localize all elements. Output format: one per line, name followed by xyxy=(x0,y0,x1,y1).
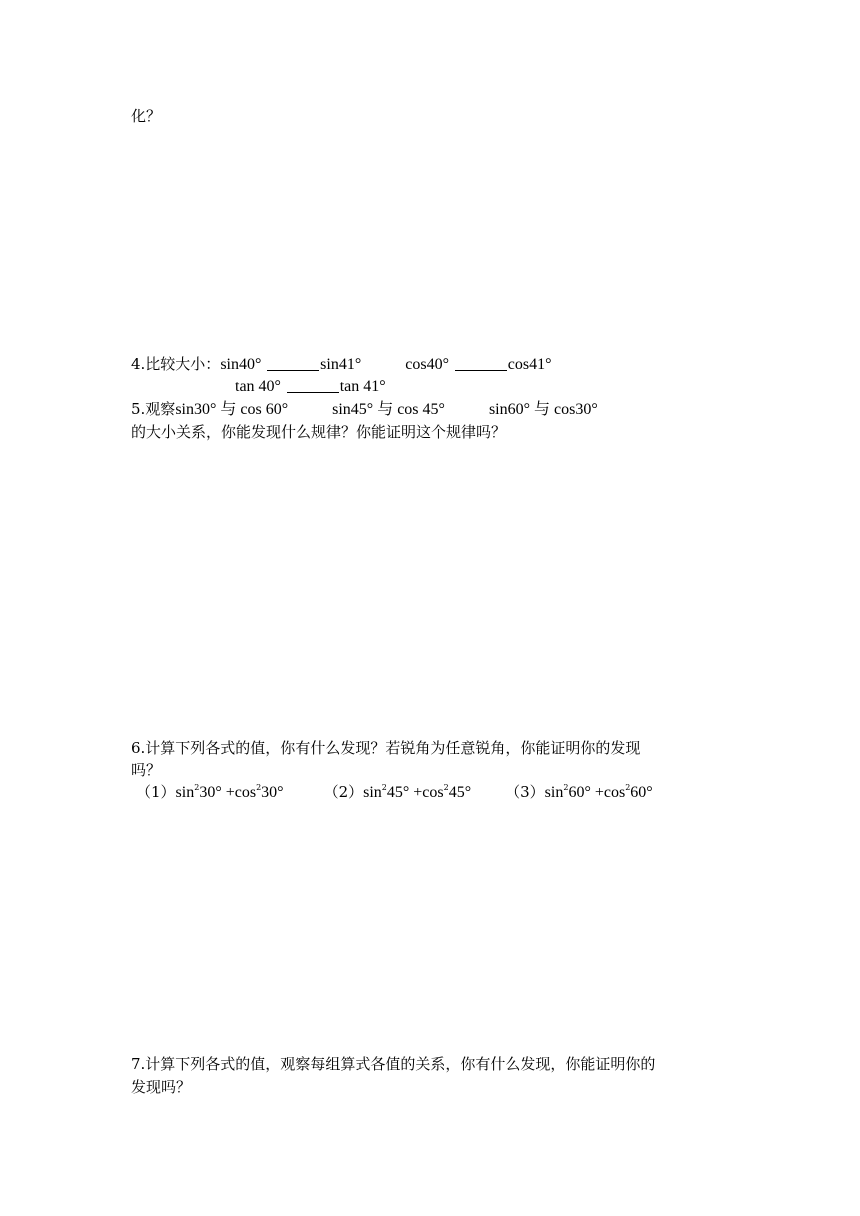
q4-blank-2[interactable] xyxy=(455,356,507,371)
question-6-line-1 xyxy=(131,738,640,758)
question-5-line-2 xyxy=(131,422,506,442)
text-hua: 化？ xyxy=(131,107,162,125)
q7-line-2-text: 发现吗？ xyxy=(131,1078,192,1096)
q5-pair-3: sin60° 与 cos30° xyxy=(488,401,598,418)
question-4-line-1 xyxy=(131,354,552,375)
question-7-line-1 xyxy=(131,1054,655,1074)
q6-item-3: $(3)\sin^260^\circ +\cos^260^\circ$ xyxy=(505,783,653,801)
question-6-items xyxy=(136,782,653,803)
question-4-line-2 xyxy=(235,376,386,397)
q6-item-1: $(1)\sin^230^\circ +\cos^230^\circ$ xyxy=(136,783,284,801)
q5-line-2-text: 的大小关系，你能发现什么规律？你能证明这个规律吗？ xyxy=(131,423,507,441)
continued-text xyxy=(131,106,161,126)
q4-prefix: 4.比较大小： xyxy=(131,355,221,373)
question-6-line-2 xyxy=(131,760,161,780)
q4-a-left: sin40° xyxy=(220,356,262,373)
question-5-line-1 xyxy=(131,399,598,420)
q5-prefix: 5.观察 xyxy=(131,400,176,418)
q5-pair-1: sin30° 与 cos 60° xyxy=(175,401,289,418)
q6-line-1-text: 6.计算下列各式的值，你有什么发现？若锐角为任意锐角，你能证明你的发现 xyxy=(131,739,641,757)
q4-c-right: tan 41° xyxy=(339,378,386,395)
q5-pair-2: sin45° 与 cos 45° xyxy=(332,401,445,418)
q6-line-2-text: 吗？ xyxy=(131,761,162,779)
q6-item-2: $(2)\sin^245^\circ +\cos^245^\circ$ xyxy=(323,783,472,801)
q4-a-right: sin41° xyxy=(320,356,362,373)
q4-b-left: cos40° xyxy=(405,356,449,373)
q4-blank-3[interactable] xyxy=(287,378,339,393)
question-7-line-2 xyxy=(131,1077,191,1097)
q4-c-left: tan 40° xyxy=(235,378,281,395)
q4-blank-1[interactable] xyxy=(267,356,319,371)
q4-b-right: cos41° xyxy=(507,356,552,373)
q7-line-1-text: 7.计算下列各式的值，观察每组算式各值的关系，你有什么发现，你能证明你的 xyxy=(131,1055,656,1073)
